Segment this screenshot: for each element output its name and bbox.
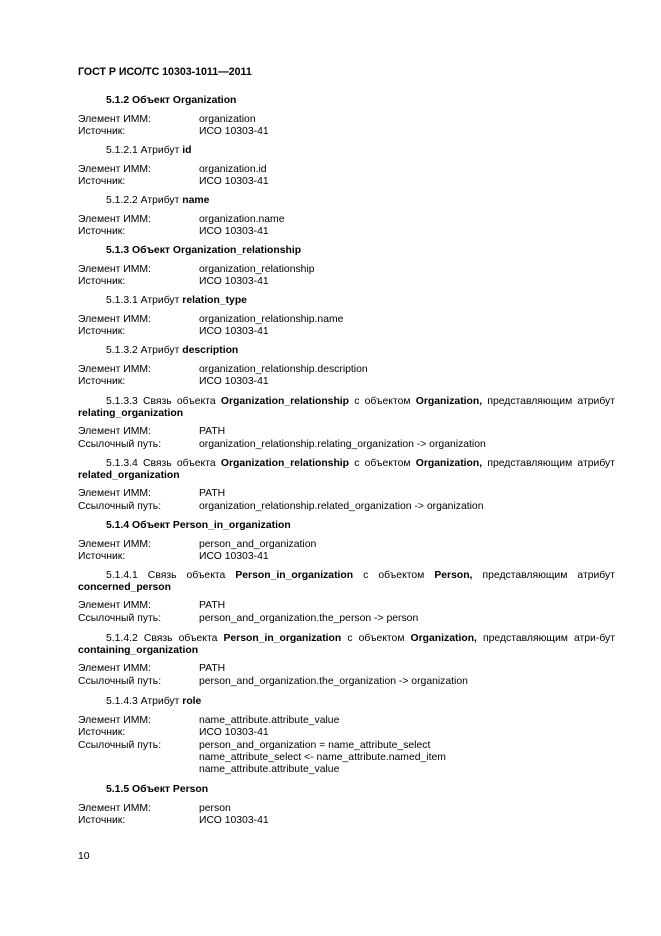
attribute-name: id bbox=[182, 145, 192, 156]
attribute-heading bbox=[78, 145, 615, 157]
entity-name: Organization, bbox=[415, 396, 483, 407]
kv-row bbox=[78, 501, 615, 513]
para-text: представляющим атрибут bbox=[482, 396, 615, 407]
kv-row bbox=[78, 600, 615, 612]
attribute-heading bbox=[78, 195, 615, 207]
para-text: представляющим атрибут bbox=[482, 458, 615, 469]
kv-value: name_attribute.attribute_value bbox=[199, 764, 340, 776]
kv-value: organization_relationship bbox=[199, 264, 315, 276]
kv-key: Элемент ИММ: bbox=[78, 803, 151, 815]
section-5-1-3-1 bbox=[78, 295, 615, 339]
kv-key: Элемент ИММ: bbox=[78, 488, 151, 500]
kv-value: name_attribute.attribute_value bbox=[199, 715, 340, 727]
heading-prefix: 5.1.2.2 Атрибут bbox=[106, 195, 183, 206]
kv-value: organization_relationship.name bbox=[199, 314, 344, 326]
kv-value: ИСО 10303-41 bbox=[199, 176, 269, 188]
kv-key: Элемент ИММ: bbox=[78, 539, 151, 551]
kv-row bbox=[78, 663, 615, 675]
kv-value: organization.id bbox=[199, 164, 267, 176]
kv-value: organization_relationship.description bbox=[199, 364, 368, 376]
section-5-1-2-2 bbox=[78, 195, 615, 239]
kv-key bbox=[78, 764, 199, 776]
heading-prefix: 5.1.2.1 Атрибут bbox=[106, 145, 183, 156]
section-5-1-4-3 bbox=[78, 696, 615, 776]
kv-row bbox=[78, 114, 615, 126]
kv-key: Источник: bbox=[78, 376, 126, 388]
kv-key: Элемент ИММ: bbox=[78, 715, 151, 727]
para-text: с объектом bbox=[349, 396, 416, 407]
kv-row bbox=[78, 176, 615, 188]
kv-row bbox=[78, 314, 615, 326]
kv-row bbox=[78, 740, 615, 752]
kv-key: Элемент ИММ: bbox=[78, 314, 151, 326]
attribute-name: description bbox=[182, 345, 239, 356]
para-text: представляющим атри-бут bbox=[476, 633, 616, 644]
attribute-heading bbox=[78, 295, 615, 307]
kv-key: Элемент ИММ: bbox=[78, 364, 151, 376]
kv-row bbox=[78, 752, 615, 764]
kv-row bbox=[78, 727, 615, 739]
section-5-1-2-1 bbox=[78, 145, 615, 189]
section-5-1-3 bbox=[78, 245, 615, 289]
kv-value: ИСО 10303-41 bbox=[199, 326, 269, 338]
entity-name: Organization_relationship bbox=[220, 396, 350, 407]
para-text: с объектом bbox=[353, 570, 435, 581]
kv-value: ИСО 10303-41 bbox=[199, 551, 269, 563]
kv-row bbox=[78, 364, 615, 376]
kv-row bbox=[78, 488, 615, 500]
kv-key: Ссылочный путь: bbox=[78, 675, 162, 687]
kv-row bbox=[78, 126, 615, 138]
kv-value: PATH bbox=[199, 488, 226, 500]
entity-name: Person_in_organization bbox=[223, 633, 342, 644]
kv-key bbox=[78, 752, 199, 764]
kv-value: PATH bbox=[199, 663, 226, 675]
kv-key: Источник: bbox=[78, 126, 126, 138]
kv-value: PATH bbox=[199, 600, 226, 612]
kv-value: organization_relationship.related_organization -> organization bbox=[199, 500, 484, 512]
kv-key: Ссылочный путь: bbox=[78, 500, 162, 512]
kv-row bbox=[78, 264, 615, 276]
kv-row bbox=[78, 551, 615, 563]
kv-row bbox=[78, 214, 615, 226]
kv-key: Источник: bbox=[78, 226, 126, 238]
association-paragraph bbox=[78, 633, 615, 657]
association-paragraph bbox=[78, 396, 615, 420]
kv-key: Элемент ИММ: bbox=[78, 663, 151, 675]
kv-row bbox=[78, 426, 615, 438]
kv-value: PATH bbox=[199, 426, 226, 438]
kv-row bbox=[78, 439, 615, 451]
attribute-name: relating_organization bbox=[78, 408, 184, 420]
kv-key: Ссылочный путь: bbox=[78, 739, 162, 751]
para-text: с объектом bbox=[349, 458, 416, 469]
kv-value: ИСО 10303-41 bbox=[199, 727, 269, 739]
kv-key: Элемент ИММ: bbox=[78, 426, 151, 438]
kv-row bbox=[78, 764, 615, 776]
kv-value: person_and_organization = name_attribute_select bbox=[199, 739, 431, 751]
para-text: представляющим атрибут bbox=[472, 570, 615, 581]
attribute-name: relation_type bbox=[182, 295, 247, 306]
attribute-name: role bbox=[182, 696, 202, 707]
kv-row bbox=[78, 376, 615, 388]
standard-header: ГОСТ Р ИСО/ТС 10303-1011—2011 bbox=[78, 66, 252, 78]
section-5-1-3-2 bbox=[78, 345, 615, 389]
kv-row bbox=[78, 539, 615, 551]
section-heading: 5.1.5 Объект Person bbox=[106, 784, 209, 795]
kv-value: name_attribute_select <- name_attribute.named_item bbox=[199, 751, 446, 763]
entity-name: Person_in_organization bbox=[235, 570, 354, 581]
entity-name: Organization_relationship bbox=[220, 458, 350, 469]
entity-name: Organization, bbox=[410, 633, 477, 644]
attribute-name: name bbox=[182, 195, 210, 206]
kv-row bbox=[78, 815, 615, 827]
section-heading: 5.1.3 Объект Organization_relationship bbox=[106, 245, 302, 256]
attribute-name: related_organization bbox=[78, 470, 180, 482]
attribute-name: concerned_person bbox=[78, 582, 171, 594]
section-5-1-4-2 bbox=[78, 633, 615, 688]
attribute-heading bbox=[78, 345, 615, 357]
kv-value: ИСО 10303-41 bbox=[199, 126, 269, 138]
para-text: 5.1.4.2 Связь объекта bbox=[106, 633, 224, 644]
kv-row bbox=[78, 326, 615, 338]
heading-prefix: 5.1.3.2 Атрибут bbox=[106, 345, 183, 356]
association-paragraph bbox=[78, 570, 615, 594]
kv-row bbox=[78, 803, 615, 815]
section-5-1-4-1 bbox=[78, 570, 615, 625]
kv-value: organization.name bbox=[199, 214, 285, 226]
kv-key: Источник: bbox=[78, 551, 126, 563]
kv-key: Элемент ИММ: bbox=[78, 264, 151, 276]
para-text: 5.1.4.1 Связь объекта bbox=[106, 570, 236, 581]
kv-key: Ссылочный путь: bbox=[78, 612, 162, 624]
kv-value: ИСО 10303-41 bbox=[199, 226, 269, 238]
para-text: с объектом bbox=[341, 633, 411, 644]
kv-row bbox=[78, 676, 615, 688]
para-text: 5.1.3.3 Связь объекта bbox=[106, 396, 221, 407]
kv-row bbox=[78, 226, 615, 238]
heading-prefix: 5.1.3.1 Атрибут bbox=[106, 295, 183, 306]
section-5-1-5 bbox=[78, 784, 615, 828]
kv-value: person_and_organization.the_person -> person bbox=[199, 612, 419, 624]
kv-row bbox=[78, 276, 615, 288]
kv-value: ИСО 10303-41 bbox=[199, 276, 269, 288]
attribute-name: containing_organization bbox=[78, 645, 199, 657]
kv-value: organization bbox=[199, 114, 256, 126]
section-5-1-4 bbox=[78, 520, 615, 564]
section-heading: 5.1.4 Объект Person_in_organization bbox=[106, 520, 291, 531]
kv-key: Источник: bbox=[78, 276, 126, 288]
kv-key: Элемент ИММ: bbox=[78, 214, 151, 226]
kv-key: Источник: bbox=[78, 727, 126, 739]
kv-value: person_and_organization bbox=[199, 539, 317, 551]
page-number: 10 bbox=[78, 851, 90, 862]
kv-value: person bbox=[199, 803, 231, 815]
kv-row bbox=[78, 613, 615, 625]
kv-key: Элемент ИММ: bbox=[78, 114, 151, 126]
entity-name: Person, bbox=[434, 570, 473, 581]
section-5-1-3-4 bbox=[78, 458, 615, 513]
kv-key: Элемент ИММ: bbox=[78, 164, 151, 176]
kv-key: Элемент ИММ: bbox=[78, 600, 151, 612]
kv-key: Источник: bbox=[78, 176, 126, 188]
association-paragraph bbox=[78, 458, 615, 482]
kv-key: Источник: bbox=[78, 326, 126, 338]
kv-value: person_and_organization.the_organization -> organization bbox=[199, 675, 468, 687]
section-heading: 5.1.2 Объект Organization bbox=[106, 95, 237, 106]
kv-key: Ссылочный путь: bbox=[78, 438, 162, 450]
para-text: 5.1.3.4 Связь объекта bbox=[106, 458, 221, 469]
kv-row bbox=[78, 164, 615, 176]
kv-value: organization_relationship.relating_organization -> organization bbox=[199, 438, 486, 450]
attribute-heading bbox=[78, 696, 615, 708]
kv-value: ИСО 10303-41 bbox=[199, 815, 269, 827]
kv-key: Источник: bbox=[78, 815, 126, 827]
kv-value: ИСО 10303-41 bbox=[199, 376, 269, 388]
heading-prefix: 5.1.4.3 Атрибут bbox=[106, 696, 183, 707]
kv-row bbox=[78, 715, 615, 727]
section-5-1-2 bbox=[78, 95, 615, 139]
section-5-1-3-3 bbox=[78, 396, 615, 451]
entity-name: Organization, bbox=[415, 458, 483, 469]
